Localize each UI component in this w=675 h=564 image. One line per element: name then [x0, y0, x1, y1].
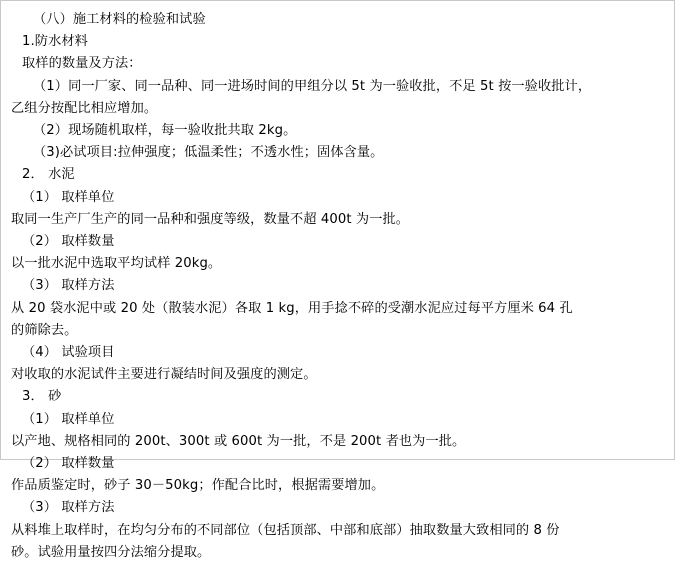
document-line: 以一批水泥中选取平均试样 20kg。 — [11, 256, 222, 272]
document-line: （1）同一厂家、同一品种、同一进场时间的甲组分以 5t 为一验收批，不足 5t 按一验收批计， — [33, 78, 592, 94]
document-line: （2） 取样数量 — [22, 234, 115, 250]
document-line: （3） 取样方法 — [22, 278, 115, 294]
document-line: 作品质鉴定时，砂子 30－50kg；作配合比时，根据需要增加。 — [11, 478, 385, 494]
document-line: 从料堆上取样时，在均匀分布的不同部位（包括顶部、中部和底部）抽取数量大致相同的 8 份 — [11, 522, 560, 538]
document-line: （3） 取样方法 — [22, 500, 115, 516]
document-line: （4） 试验项目 — [22, 345, 115, 361]
document-line: 砂。试验用量按四分法缩分提取。 — [11, 544, 211, 560]
document-line: 取同一生产厂生产的同一品种和强度等级，数量不超 400t 为一批。 — [11, 211, 410, 227]
document-line: （八）施工材料的检验和试验 — [33, 12, 206, 27]
document-line: 1.防水材料 — [22, 34, 88, 50]
document-line: 取样的数量及方法： — [22, 56, 142, 72]
document-line: 的筛除去。 — [11, 322, 78, 338]
document-line: （2） 取样数量 — [22, 456, 115, 472]
document-line: 从 20 袋水泥中或 20 处（散装水泥）各取 1 kg，用手捻不碎的受潮水泥应过每平方厘米 64 孔 — [11, 300, 573, 316]
document-line: 乙组分按配比相应增加。 — [11, 100, 158, 116]
document-line: 3． 砂 — [22, 389, 62, 405]
document-body — [1, 1, 674, 560]
document-line: （3)必试项目:拉伸强度；低温柔性；不透水性；固体含量。 — [33, 145, 384, 161]
document-line: （2）现场随机取样，每一验收批共取 2kg。 — [33, 123, 297, 139]
document-line: 以产地、规格相同的 200t、300t 或 600t 为一批，不是 200t 者也为一批。 — [11, 433, 466, 449]
document-line: 2． 水泥 — [22, 167, 75, 183]
document-line: （1） 取样单位 — [22, 411, 115, 427]
document-line: 对收取的水泥试件主要进行凝结时间及强度的测定。 — [11, 367, 317, 383]
document-line: （1） 取样单位 — [22, 189, 115, 205]
